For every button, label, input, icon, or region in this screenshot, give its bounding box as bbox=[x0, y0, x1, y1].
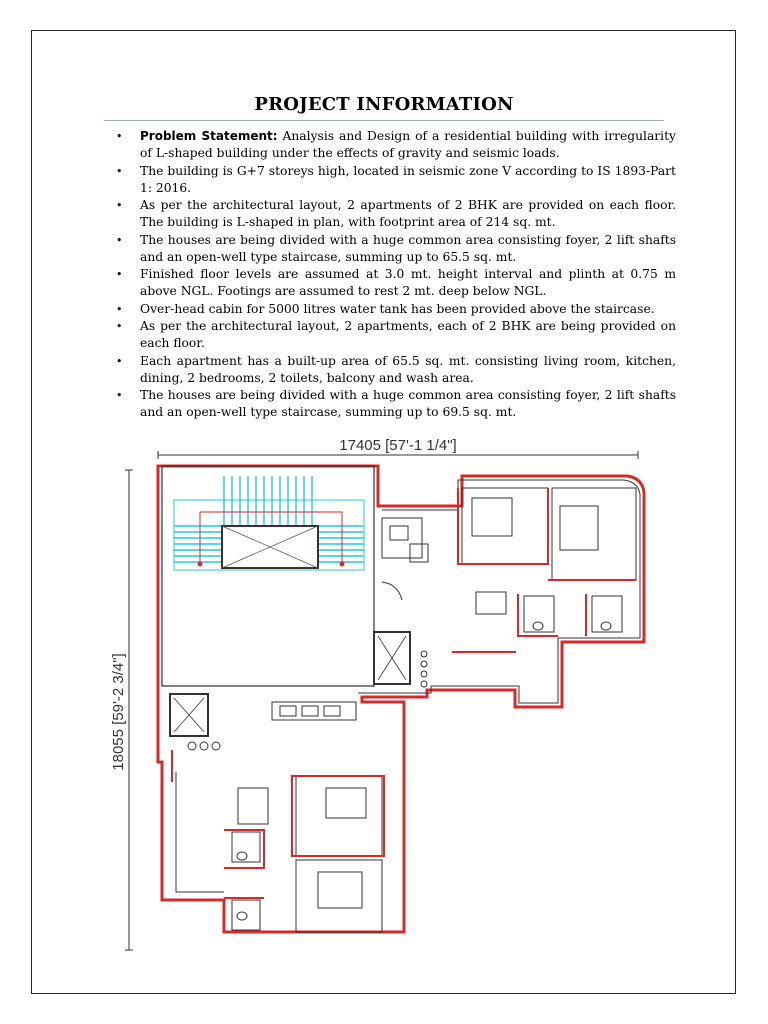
bullet-icon: • bbox=[116, 233, 123, 247]
project-info-list bbox=[108, 128, 676, 422]
bullet-icon: • bbox=[116, 389, 123, 402]
list-item bbox=[108, 266, 676, 300]
staircase bbox=[174, 476, 364, 570]
list-item bbox=[108, 232, 676, 266]
list-item bbox=[108, 353, 676, 387]
list-item-lead: Problem Statement: bbox=[140, 129, 278, 143]
floor-plan-drawing bbox=[112, 432, 672, 972]
list-item bbox=[108, 318, 676, 352]
list-item-text: Analysis and Design of a residential building with irregularity of L-shaped building under the effects of gravity and seismic loads. bbox=[140, 129, 676, 160]
list-item-text: As per the architectural layout, 2 apartments, each of 2 BHK are being provided on each floor. bbox=[140, 319, 676, 350]
list-item-text: Finished floor levels are assumed at 3.0 mt. height interval and plinth at 0.75 m above NGL. Footings are assumed to rest 2 mt. deep below NGL. bbox=[140, 267, 676, 298]
list-item-text: The houses are being divided with a huge common area consisting foyer, 2 lift shafts and an open-well type staircase, summing up to 65.5 sq. mt. bbox=[140, 232, 676, 264]
list-item-text: The houses are being divided with a huge common area consisting foyer, 2 lift shafts and an open-well type staircase, summing up to 69.5 sq. mt. bbox=[140, 388, 676, 419]
list-item-text: As per the architectural layout, 2 apartments of 2 BHK are provided on each floor. The building is L-shaped in plan, with footprint area of 214 sq. mt. bbox=[140, 198, 676, 229]
list-item bbox=[108, 163, 676, 197]
page-title: PROJECT INFORMATION bbox=[254, 94, 514, 115]
bullet-icon: • bbox=[116, 268, 123, 281]
bullet-icon: • bbox=[116, 302, 123, 316]
dimension-width-label: 17405 [57'-1 1/4"] bbox=[339, 437, 457, 454]
dimension-height-label: 18055 [59'-2 3/4"] bbox=[110, 653, 127, 771]
apartment-left-walls bbox=[172, 750, 384, 898]
list-item bbox=[108, 197, 676, 231]
list-item bbox=[108, 387, 676, 421]
bullet-icon: • bbox=[116, 320, 123, 333]
apartment-right-walls bbox=[452, 488, 636, 652]
list-item bbox=[108, 128, 676, 162]
list-item bbox=[108, 301, 676, 318]
bullet-icon: • bbox=[116, 130, 123, 143]
bullet-icon: • bbox=[116, 164, 123, 178]
apartment-right bbox=[382, 488, 636, 687]
list-item-text: Each apartment has a built-up area of 65.5 sq. mt. consisting living room, kitchen, dining, 2 bedrooms, 2 toilets, balcony and wash area. bbox=[140, 353, 676, 385]
title-underline bbox=[104, 120, 664, 121]
list-item-text: Over-head cabin for 5000 litres water tank has been provided above the staircase. bbox=[140, 301, 655, 316]
bullet-icon: • bbox=[116, 354, 123, 368]
list-item-text: The building is G+7 storeys high, located in seismic zone V according to IS 1893-Part 1: 2016. bbox=[140, 163, 676, 195]
bullet-icon: • bbox=[116, 199, 123, 212]
floor-plan bbox=[112, 432, 672, 972]
